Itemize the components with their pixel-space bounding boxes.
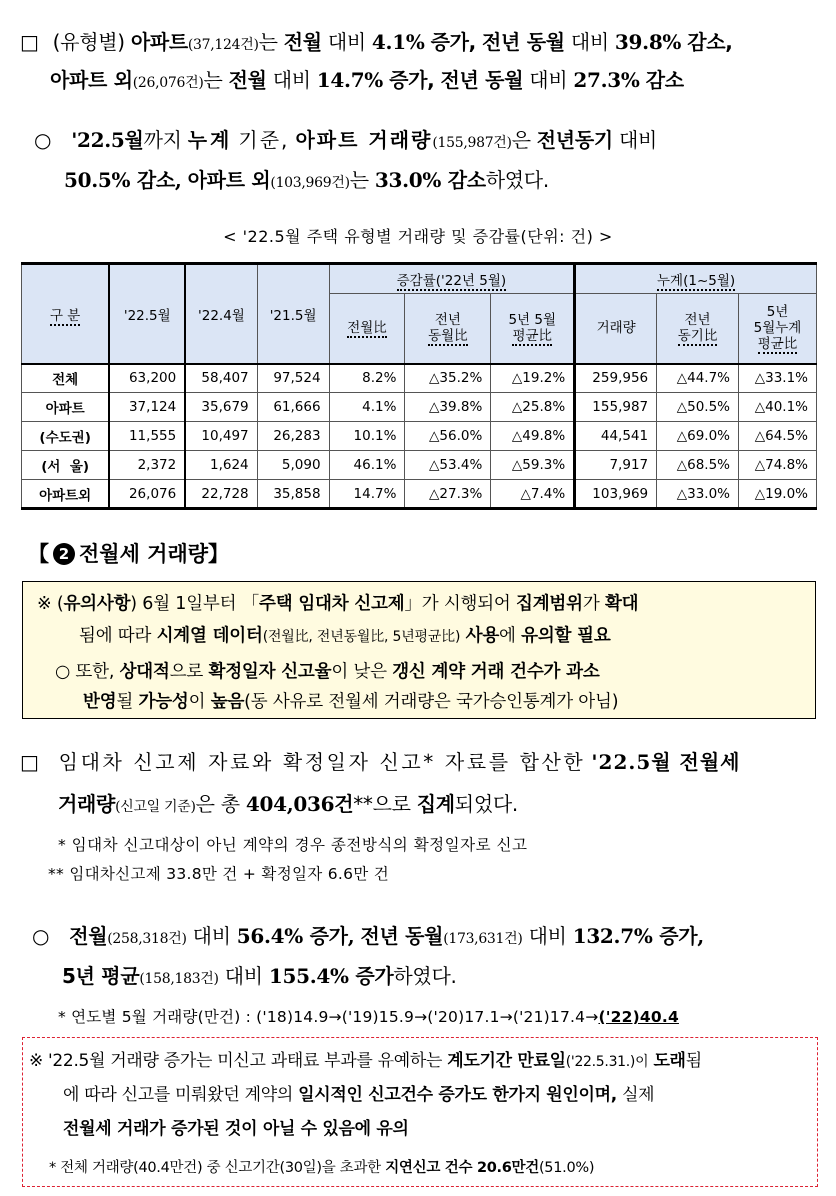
cell: △27.3%: [405, 480, 491, 509]
text: 계도기간 만료일: [447, 1051, 566, 1071]
table-row: [22, 422, 817, 451]
cell: 5,090: [257, 451, 329, 480]
header-gubun: [22, 264, 110, 364]
text: * 전체 거래량(40.4만건) 중 신고기간(30일)을 초과한: [49, 1160, 381, 1176]
section-number-badge: 2: [53, 543, 75, 565]
text: 50.5% 감소,: [64, 168, 182, 192]
text: 33.0% 감소: [374, 168, 486, 192]
cell: △35.2%: [405, 364, 491, 393]
header-cum-5y: [739, 294, 817, 364]
header-yoy: [405, 294, 491, 364]
text: 유의사항: [63, 594, 131, 614]
cell: 14.7%: [329, 480, 405, 509]
text: 이: [188, 692, 206, 712]
cell: 58,407: [185, 364, 257, 393]
header-c3: '21.5월: [257, 264, 329, 364]
text: 132.7% 증가,: [572, 924, 704, 948]
cell: 103,969: [575, 480, 657, 509]
header-label: 동월比: [428, 328, 468, 345]
text: 대비: [327, 30, 366, 54]
cell: 26,076: [109, 480, 185, 509]
para-line-8: [62, 960, 457, 989]
text: 전년 동월: [482, 30, 565, 54]
cell: 37,124: [109, 393, 185, 422]
header-label: 평균比: [757, 336, 798, 353]
text: 27.3%: [573, 68, 640, 92]
cell: △59.3%: [491, 451, 575, 480]
text: 는: [258, 30, 278, 54]
header-label: 구 분: [49, 307, 81, 324]
note-line-2: [79, 622, 611, 647]
cell: △56.0%: [405, 422, 491, 451]
text: 전월세 거래량】: [79, 542, 230, 566]
cell: △7.4%: [491, 480, 575, 509]
redbox-footnote: [49, 1156, 594, 1177]
cell: △44.7%: [657, 364, 739, 393]
text: (유형별): [52, 30, 125, 54]
note-line-3: [55, 658, 600, 683]
header-label: 5년 5월: [508, 312, 557, 329]
header-label: 전년: [684, 312, 711, 329]
cell: 2,372: [109, 451, 185, 480]
para-line-2: [50, 64, 684, 93]
footnote-1: * 임대차 신고대상이 아닌 계약의 경우 종전방식의 확정일자로 신고: [58, 836, 528, 854]
header-cum-yoy: [657, 294, 739, 364]
para-line-6: [58, 788, 518, 817]
text: 하였다.: [393, 964, 457, 988]
cell: △50.5%: [657, 393, 739, 422]
text: 하였다.: [485, 168, 549, 192]
table-caption: < '22.5월 주택 유형별 거래량 및 증감률(단위: 건) >: [223, 227, 613, 246]
text: 대비: [192, 924, 231, 948]
cell: 22,728: [185, 480, 257, 509]
text: 됨: [685, 1051, 702, 1071]
header-c1: '22.5월: [109, 264, 185, 364]
text: 은: [511, 128, 531, 152]
para-line-3: [34, 124, 657, 153]
text: (155,987건): [432, 135, 512, 151]
cell: △33.1%: [739, 364, 817, 393]
note-line-1: [37, 590, 638, 615]
cell: △74.8%: [739, 451, 817, 480]
text: 155.4% 증가: [268, 964, 394, 988]
text: '22.5월: [71, 128, 144, 152]
text: '22.5월 전월세: [591, 750, 741, 774]
redbox-line-3: 전월세 거래가 증가된 것이 아닐 수 있음에 유의: [63, 1119, 409, 1139]
cell: 61,666: [257, 393, 329, 422]
cell: △64.5%: [739, 422, 817, 451]
text: (103,969건): [270, 175, 350, 191]
text: ※ '22.5월 거래량 증가는 미신고 과태료 부과를 유예하는: [29, 1051, 443, 1071]
row-label: 전체: [22, 364, 110, 393]
cell: 44,541: [575, 422, 657, 451]
text: 임대차 신고제 자료와 확정일자 신고* 자료를 합산한: [58, 750, 586, 774]
text: (26,076건): [132, 75, 204, 91]
text: (158,183건): [139, 971, 219, 987]
text: 는: [349, 168, 369, 192]
text: 기준,: [238, 128, 290, 152]
text: 지연신고 건수 20.6만건: [385, 1160, 539, 1176]
footnote-3: [58, 1005, 679, 1027]
text: 증가,: [389, 68, 435, 92]
cell: △25.8%: [491, 393, 575, 422]
text: 404,036건: [245, 792, 354, 816]
text: ) 6월 1일부터 「: [130, 594, 260, 614]
text: 반영: [83, 692, 117, 712]
table-row: [22, 480, 817, 509]
text: (173,631건): [443, 931, 523, 947]
table-row: [22, 364, 817, 393]
text: 되었다.: [454, 792, 518, 816]
text: 상대적: [119, 662, 170, 682]
circle-bullet: ○: [32, 924, 50, 948]
text: 는: [203, 68, 223, 92]
text: (258,318건): [107, 931, 187, 947]
para-line-1: [20, 26, 733, 55]
text: 까지: [143, 128, 182, 152]
text: 높음: [210, 692, 245, 712]
footnote-2: ** 임대차신고제 33.8만 건 + 확정일자 6.6만 건: [48, 865, 390, 883]
text: 전년 동월: [360, 924, 444, 948]
cell: 11,555: [109, 422, 185, 451]
text: 아파트 거래량: [295, 128, 433, 152]
checkbox-bullet: □: [20, 750, 39, 774]
header-label: 5년: [766, 304, 789, 321]
section-title: [28, 538, 229, 568]
text: 전월: [228, 68, 267, 92]
text: ※ (: [37, 594, 64, 614]
text: ('22.5.31.)이: [565, 1054, 649, 1070]
text: 이 낮은: [331, 662, 387, 682]
text: ○ 또한,: [55, 662, 115, 682]
text: 전년 동월: [440, 68, 524, 92]
header-volume: [575, 294, 657, 364]
text: (신고일 기준): [115, 799, 196, 815]
header-label: 누계(1~5월): [657, 273, 736, 289]
cell: 35,858: [257, 480, 329, 509]
cell: 8.2%: [329, 364, 405, 393]
cell: 35,679: [185, 393, 257, 422]
text: 거래량: [58, 792, 116, 816]
text: (전월比, 전년동월比, 5년평균比): [262, 629, 461, 645]
cell: △69.0%: [657, 422, 739, 451]
cell: 97,524: [257, 364, 329, 393]
caution-note-box: [22, 581, 816, 719]
text: 확정일자 신고율: [208, 662, 332, 682]
text: 가: [582, 594, 600, 614]
text: 주택 임대차 신고제: [259, 594, 405, 614]
header-label: 거래량: [596, 320, 636, 337]
cell: △49.8%: [491, 422, 575, 451]
header-mom: [329, 294, 405, 364]
text: * 연도별 5월 거래량(만건) : ('18)14.9→('19)15.9→('20)17.1→('21)17.4→: [58, 1008, 599, 1026]
text: **으로: [353, 792, 411, 816]
text: 에 따라 신고를 미뤄왔던 계약의: [63, 1085, 294, 1105]
text: 전년동기: [536, 128, 613, 152]
text: 【: [28, 542, 49, 566]
text: 전월: [283, 30, 322, 54]
header-label: 평균比: [512, 328, 553, 345]
row-label: 아파트: [22, 393, 110, 422]
cell: △53.4%: [405, 451, 491, 480]
text: 감소,: [687, 30, 733, 54]
text: 집계범위: [516, 594, 583, 614]
cell: 26,283: [257, 422, 329, 451]
text: 은 총: [195, 792, 240, 816]
table-row: [22, 393, 817, 422]
housing-transactions-table: [21, 262, 817, 510]
header-label: 전월比: [347, 320, 387, 337]
cell: 259,956: [575, 364, 657, 393]
header-group-cumulative: [575, 264, 817, 294]
text: 확대: [604, 594, 639, 614]
para-line-4: [64, 164, 549, 193]
text: 대비: [529, 68, 568, 92]
text: (37,124건): [187, 37, 259, 53]
text: 전월: [69, 924, 108, 948]
note-line-4: [83, 688, 618, 713]
header-label: 동기比: [677, 328, 718, 345]
para-line-7: [32, 920, 704, 949]
text: 5년 평균: [62, 964, 140, 988]
text: (51.0%): [538, 1160, 595, 1176]
text: 누계: [187, 128, 233, 152]
text: 4.1%: [371, 30, 425, 54]
cell: △33.0%: [657, 480, 739, 509]
row-label: (서 울): [22, 451, 110, 480]
text: 가능성: [138, 692, 189, 712]
header-label: 증감률('22년 5월): [396, 273, 507, 289]
row-label: 아파트외: [22, 480, 110, 509]
text: 집계: [416, 792, 455, 816]
cell: 63,200: [109, 364, 185, 393]
text: 대비: [528, 924, 567, 948]
text: 39.8%: [614, 30, 682, 54]
header-c2: '22.4월: [185, 264, 257, 364]
text: 대비: [570, 30, 609, 54]
cell: 46.1%: [329, 451, 405, 480]
text: 56.4% 증가,: [236, 924, 355, 948]
cell: 1,624: [185, 451, 257, 480]
caution-box: [22, 1037, 818, 1187]
redbox-line-1: [29, 1046, 702, 1071]
text: 」가 시행되어: [404, 594, 511, 614]
text: 됨에 따라: [79, 626, 152, 646]
cell: △40.1%: [739, 393, 817, 422]
text: 아파트 외: [187, 168, 271, 192]
cell: 10.1%: [329, 422, 405, 451]
text: 14.7%: [316, 68, 384, 92]
text: 대비: [272, 68, 311, 92]
cell: 4.1%: [329, 393, 405, 422]
text: ('22)40.4: [598, 1008, 679, 1026]
header-group-change: [329, 264, 575, 294]
row-label: (수도권): [22, 422, 110, 451]
cell: △19.0%: [739, 480, 817, 509]
header-label: 5월누계: [753, 320, 802, 337]
text: 실제: [622, 1085, 655, 1105]
table-row: [22, 451, 817, 480]
text: 시계열 데이터: [156, 626, 263, 646]
cell: △68.5%: [657, 451, 739, 480]
header-5y-avg: [491, 294, 575, 364]
text: 도래: [653, 1051, 686, 1071]
text: 유의할 필요: [521, 626, 611, 646]
text: 증가,: [430, 30, 476, 54]
text: 으로: [169, 662, 204, 682]
text: 일시적인 신고건수 증가도 한가지 원인이며,: [298, 1085, 617, 1105]
text: 대비: [618, 128, 657, 152]
text: (동 사유로 전월세 거래량은 국가승인통계가 아님): [244, 692, 619, 712]
text: 될: [116, 692, 134, 712]
text: 대비: [224, 964, 263, 988]
header-label: 전년: [434, 312, 461, 329]
text: 감소: [645, 68, 684, 92]
text: 에: [499, 626, 516, 646]
cell: 155,987: [575, 393, 657, 422]
cell: △19.2%: [491, 364, 575, 393]
text: 아파트: [130, 30, 188, 54]
redbox-line-2: [63, 1080, 654, 1105]
cell: 10,497: [185, 422, 257, 451]
circle-bullet: ○: [34, 128, 52, 152]
text: 갱신 계약 거래 건수가 과소: [392, 662, 600, 682]
text: 사용: [465, 626, 500, 646]
para-line-5: [20, 746, 740, 775]
cell: 7,917: [575, 451, 657, 480]
text: 아파트 외: [50, 68, 133, 92]
cell: △39.8%: [405, 393, 491, 422]
checkbox-bullet: □: [20, 30, 39, 54]
